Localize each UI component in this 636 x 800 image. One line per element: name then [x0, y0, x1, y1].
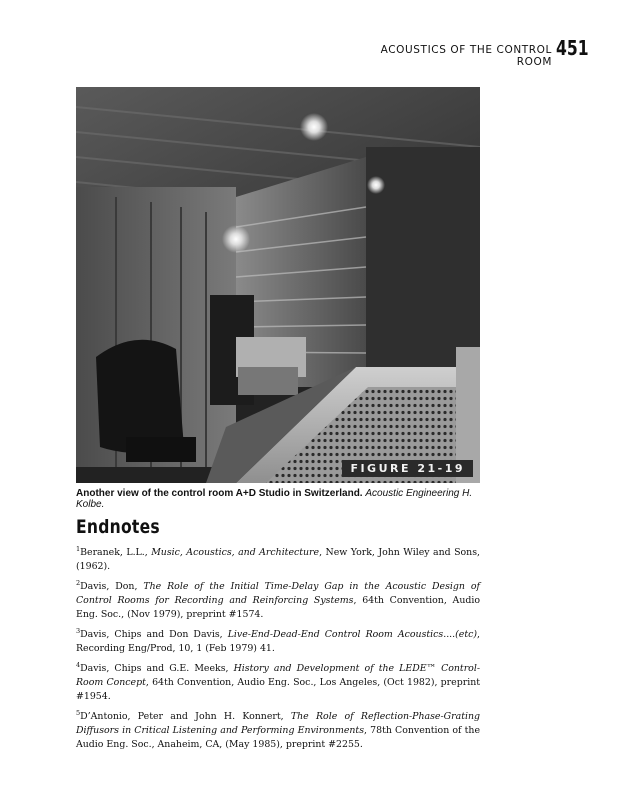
running-head: ACOUSTICS OF THE CONTROL ROOM: [380, 44, 552, 68]
endnote-number: 4: [76, 660, 81, 669]
endnote-source: , New York, John Wiley and Sons, (1962).: [76, 547, 480, 572]
endnote-title: The Role of Reflection-Phase-Grating Diffusors in Critical Listening and Performing Environments: [76, 711, 481, 736]
endnote-author: Davis, Chips and Don Davis,: [80, 629, 228, 640]
figure-label: FIGURE 21-19: [342, 460, 473, 477]
endnote-source: , 64th Convention, Audio Eng. Soc., (Nov 1979), preprint #1574.: [76, 595, 480, 620]
endnote-title: History and Development of the LEDE™ Control-Room Concept: [76, 663, 480, 688]
endnote-number: 3: [76, 626, 81, 635]
endnotes-heading: Endnotes: [76, 516, 160, 538]
endnote-5: [76, 710, 480, 752]
endnote-source: , 78th Convention of the Audio Eng. Soc., Anaheim, CA, (May 1985), preprint #2255.: [76, 725, 480, 750]
endnote-source: , 64th Convention, Audio Eng. Soc., Los Angeles, (Oct 1982), preprint #1954.: [76, 677, 480, 702]
endnote-2: [76, 580, 480, 622]
figure-caption: [76, 488, 496, 510]
endnote-3: [76, 628, 480, 656]
endnote-1: [76, 546, 480, 574]
endnote-number: 1: [76, 544, 81, 553]
endnote-number: 2: [76, 578, 81, 587]
endnotes-list: [76, 546, 480, 758]
endnote-title: Music, Acoustics, and Architecture: [151, 547, 320, 558]
figure-photo: [76, 87, 480, 483]
endnote-4: [76, 662, 480, 704]
endnote-source: , Recording Eng/Prod, 10, 1 (Feb 1979) 41.: [76, 629, 480, 654]
control-room-photo: [76, 87, 480, 483]
caption-credit: Acoustic Engineering H. Kolbe.: [76, 488, 473, 510]
endnote-title: The Role of the Initial Time-Delay Gap in the Acoustic Design of Control Rooms for Recording and Reinforcing Systems: [76, 581, 480, 606]
page-number: 451: [556, 36, 589, 60]
endnote-title: Live-End-Dead-End Control Room Acoustics....(etc): [227, 629, 478, 640]
endnote-author: Davis, Chips and G.E. Meeks,: [80, 663, 234, 674]
endnote-author: Beranek, L.L.,: [80, 547, 152, 558]
caption-main: Another view of the control room A+D Studio in Switzerland.: [76, 488, 363, 499]
endnote-author: Davis, Don,: [80, 581, 144, 592]
endnote-number: 5: [76, 708, 81, 717]
endnote-author: D’Antonio, Peter and John H. Konnert,: [80, 711, 291, 722]
